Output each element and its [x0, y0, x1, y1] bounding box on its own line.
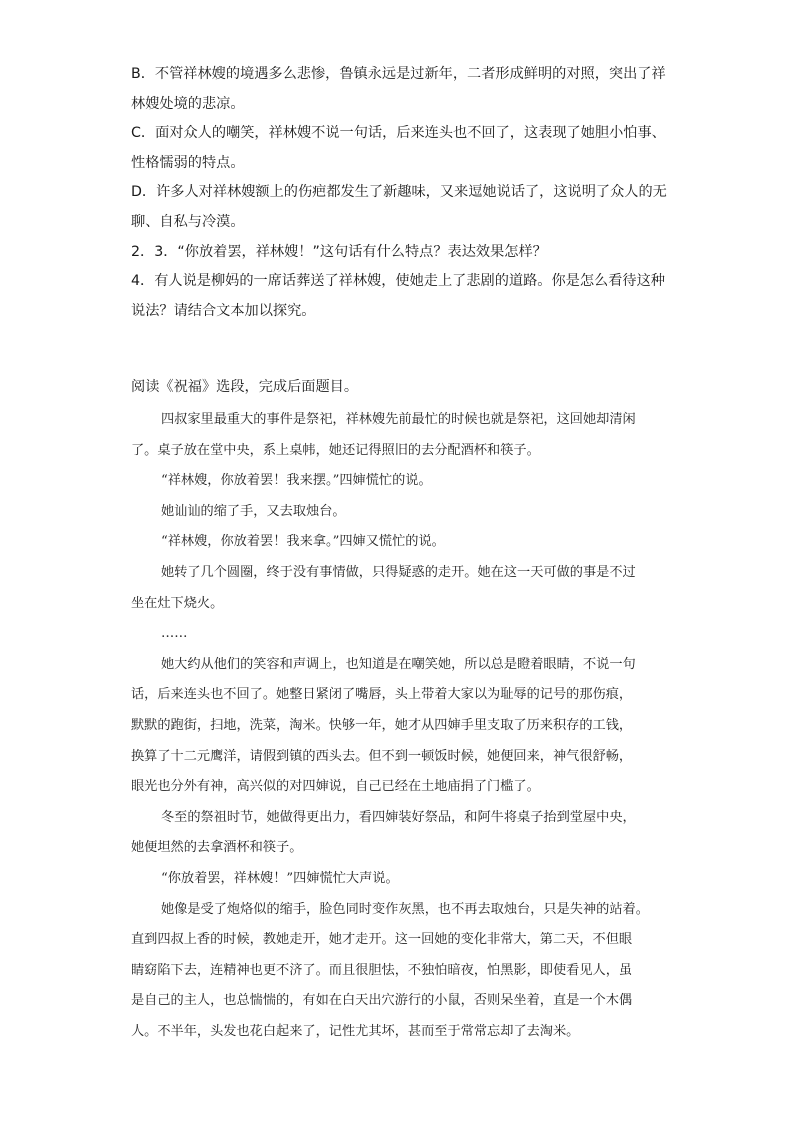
- option-d-line-2: 聊、自私与冷漠。: [131, 213, 245, 230]
- passage-line: 话，后来连头也不回了。她整日紧闭了嘴唇，头上带着大家以为耻辱的记号的那伤痕，: [131, 687, 633, 703]
- passage-line: 换算了十二元鹰洋，请假到镇的西头去。但不到一顿饭时候，她便回来，神气很舒畅，: [131, 748, 633, 764]
- option-b-line-2: 林嫂处境的悲凉。: [131, 95, 245, 112]
- passage-line: 直到四叔上香的时候，教她走开，她才走开。这一回她的变化非常大，第二天，不但眼: [131, 932, 633, 948]
- passage-line: 她像是受了炮烙似的缩手，脸色同时变作灰黑，也不再去取烛台，只是失神的站着。: [161, 901, 649, 917]
- passage-ellipsis: ……: [161, 626, 188, 642]
- passage-line: 冬至的祭祖时节，她做得更出力，看四婶装好祭品，和阿牛将桌子抬到堂屋中央，: [161, 809, 636, 825]
- passage-line: 是自己的主人，也总惴惴的，有如在白天出穴游行的小鼠，否则呆坐着，直是一个木偶: [131, 993, 633, 1009]
- option-c-line-1: C．面对众人的嘲笑，祥林嫂不说一句话，后来连头也不回了，这表现了她胆小怕事、: [131, 125, 666, 142]
- reading-passage: [131, 405, 671, 1047]
- passage-line: 她讪讪的缩了手，又去取烛台。: [161, 503, 346, 519]
- option-d-line-1: D．许多人对祥林嫂额上的伤疤都发生了新趣味，又来逗她说话了，这说明了众人的无: [131, 184, 667, 201]
- passage-line: “你放着罢，祥林嫂！”四婶慌忙大声说。: [161, 870, 399, 886]
- passage-line: 她大约从他们的笑容和声调上，也知道是在嘲笑她，所以总是瞪着眼睛，不说一句: [161, 656, 636, 672]
- passage-line: 眼光也分外有神，高兴似的对四婶说，自己已经在土地庙捐了门槛了。: [131, 779, 540, 795]
- option-b-line-1: B．不管祥林嫂的境遇多么悲惨，鲁镇永远是过新年，二者形成鲜明的对照，突出了祥: [131, 66, 666, 82]
- passage-line: 了。桌子放在堂中央，系上桌帏，她还记得照旧的去分配酒杯和筷子。: [131, 442, 540, 458]
- reading-intro: 阅读《祝福》选段，完成后面题目。: [131, 379, 359, 395]
- passage-line: 她便坦然的去拿酒杯和筷子。: [131, 840, 303, 856]
- passage-line: 睛窈陷下去，连精神也更不济了。而且很胆怯，不独怕暗夜，怕黑影，即使看见人，虽: [131, 962, 633, 978]
- question-section: [131, 60, 671, 326]
- option-c-line-2: 性格懦弱的特点。: [131, 154, 245, 171]
- passage-line: 人。不半年，头发也花白起来了，记性尤其坏，甚而至于常常忘却了去淘米。: [131, 1023, 580, 1039]
- passage-line: 她转了几个圆圈，终于没有事情做，只得疑惑的走开。她在这一天可做的事是不过: [161, 564, 636, 580]
- passage-line: 坐在灶下烧火。: [131, 595, 224, 611]
- passage-line: 默默的跑街，扫地，洗菜，淘米。快够一年，她才从四婶手里支取了历来积存的工钱，: [131, 717, 633, 733]
- question-4-line-1: 4．有人说是柳妈的一席话葬送了祥林嫂，使她走上了悲剧的道路。你是怎么看待这种: [131, 273, 665, 290]
- passage-line: “祥林嫂，你放着罢！我来摆。”四婶慌忙的说。: [161, 473, 432, 489]
- question-3: 2．3．“你放着罢，祥林嫂！”这句话有什么特点？表达效果怎样？: [131, 243, 547, 260]
- passage-line: 四叔家里最重大的事件是祭祀，祥林嫂先前最忙的时候也就是祭祀，这回她却清闲: [161, 412, 636, 427]
- passage-line: “祥林嫂，你放着罢！我来拿。”四婶又慌忙的说。: [161, 534, 445, 550]
- question-4-line-2: 说法？请结合文本加以探究。: [131, 302, 316, 319]
